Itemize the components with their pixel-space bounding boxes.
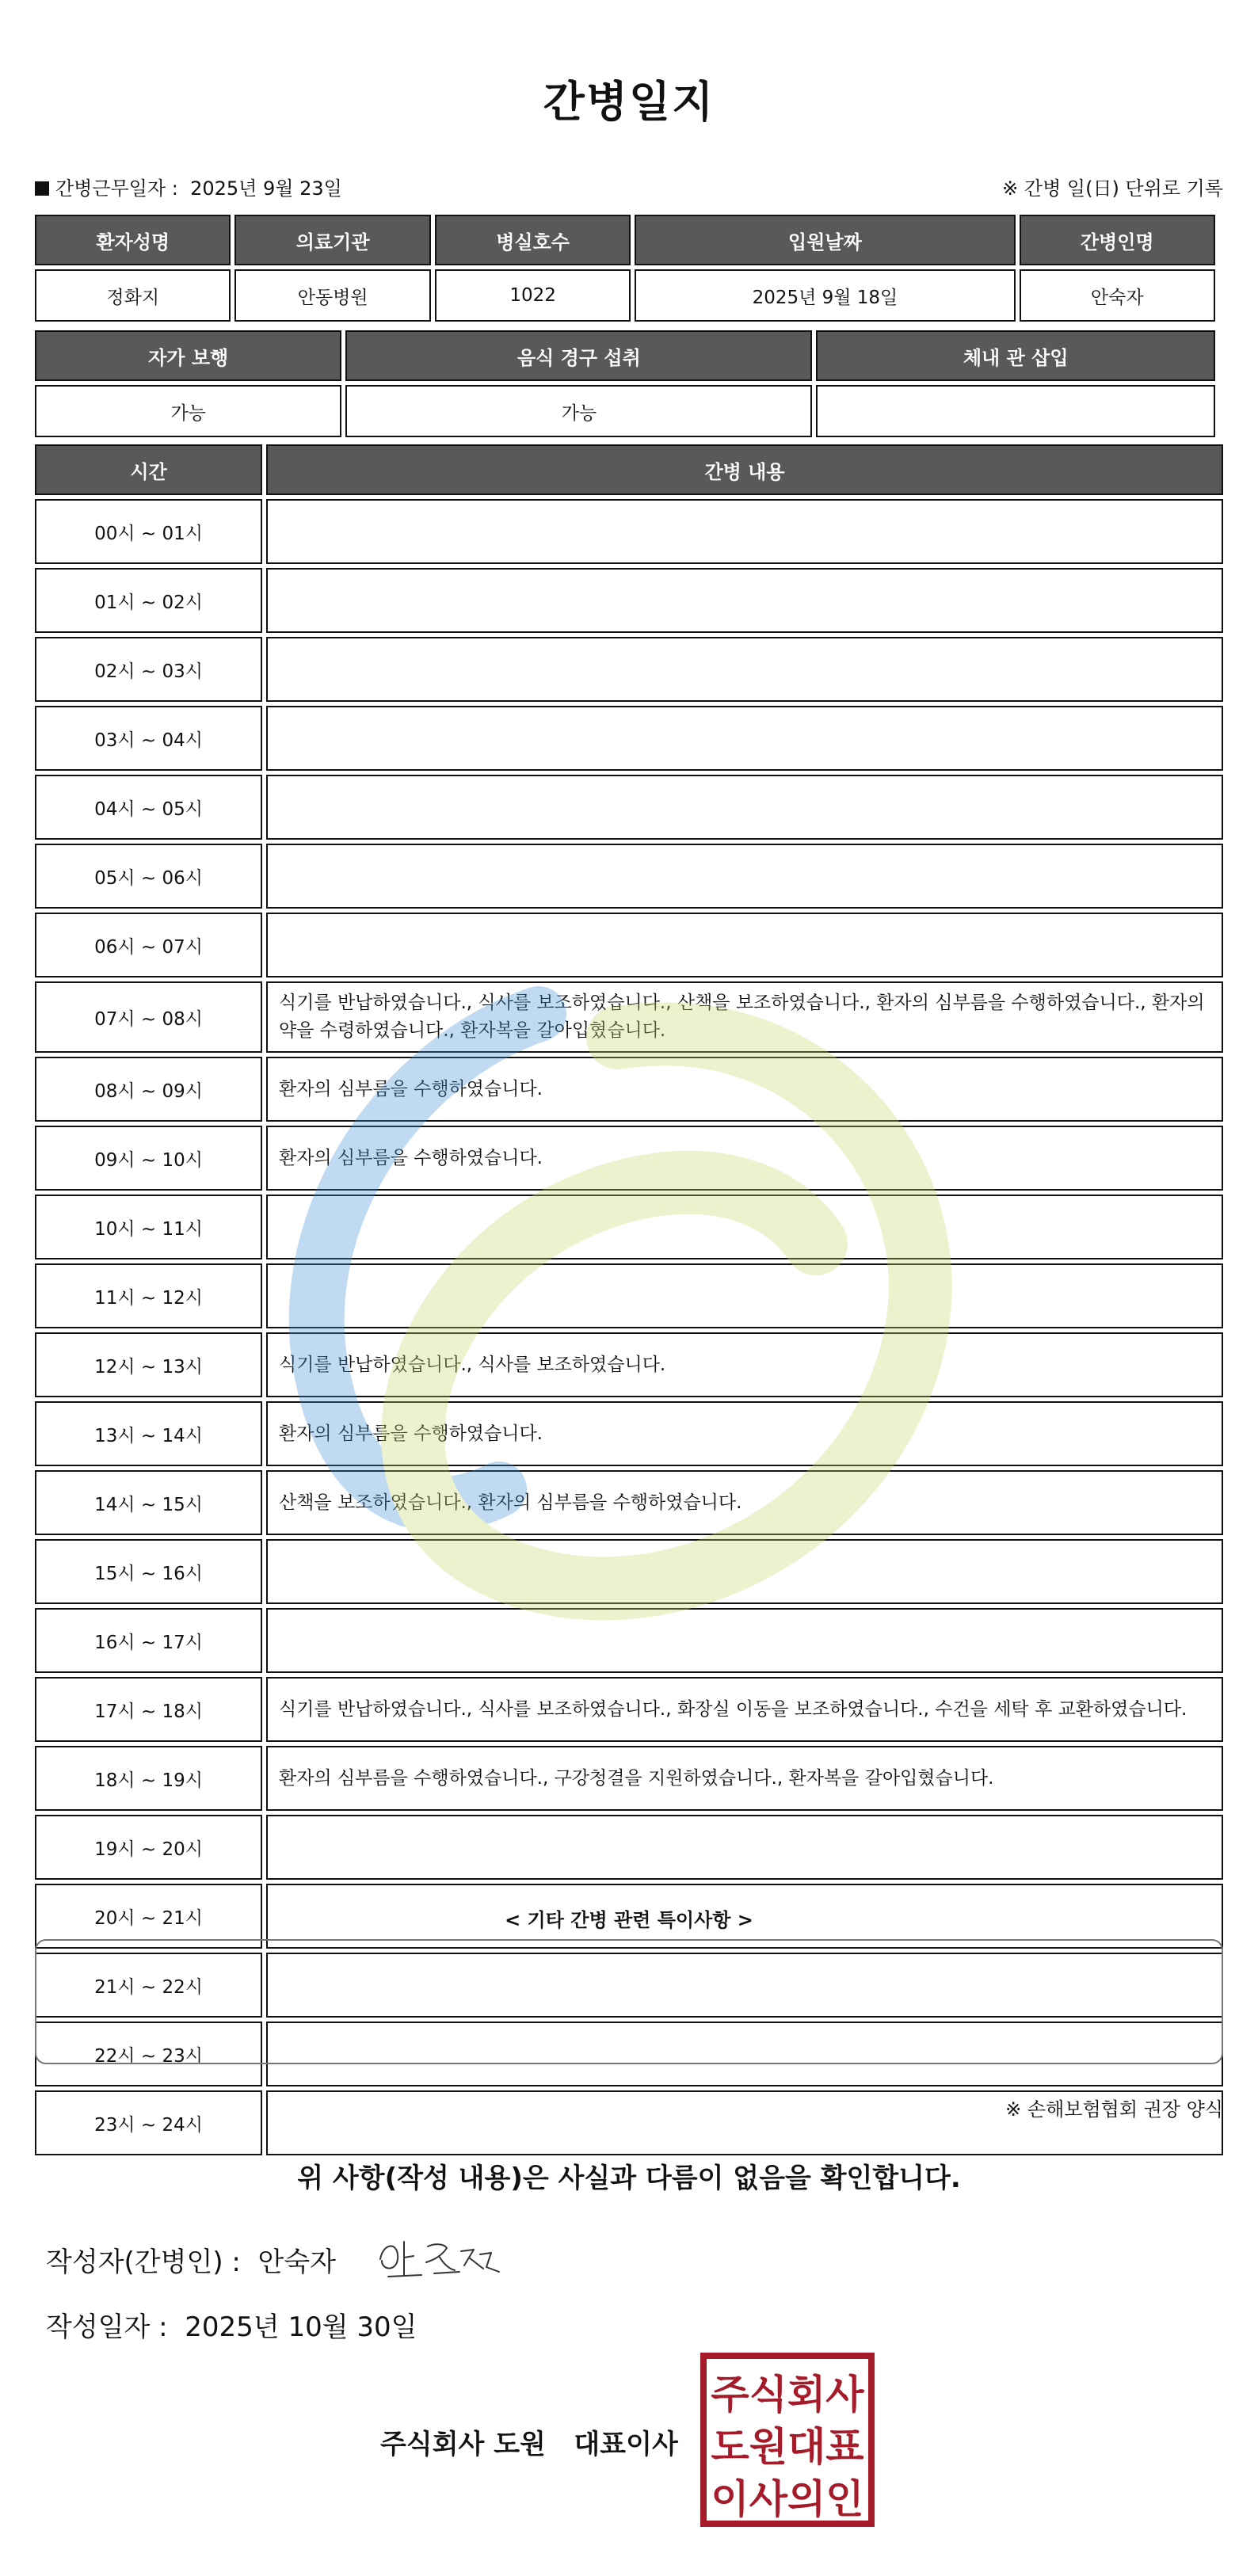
- header-hospital: 의료기관: [234, 215, 430, 265]
- header-caregiver: 간병인명: [1020, 215, 1216, 265]
- time-slot: 12시 ~ 13시: [35, 1332, 262, 1397]
- care-log-table: [31, 440, 1227, 2159]
- company-representative: 주식회사 도원 대표이사: [380, 2429, 678, 2460]
- care-content: [266, 568, 1223, 633]
- table-row: [35, 1677, 1223, 1742]
- care-content: 환자의 심부름을 수행하였습니다.: [266, 1057, 1223, 1122]
- table-row: [35, 844, 1223, 909]
- header-tube-insertion: 체내 관 삽입: [816, 330, 1215, 381]
- time-slot: 22시 ~ 23시: [35, 2022, 262, 2086]
- care-content: 식기를 반납하였습니다., 식사를 보조하였습니다., 산책을 보조하였습니다., 환자의 심부름을 수행하였습니다., 환자의 약을 수령하였습니다., 환자복을 갈아입혔습니다.: [266, 981, 1223, 1053]
- work-date-label: 간병근무일자 :: [55, 177, 178, 200]
- header-self-walking: 자가 보행: [35, 330, 341, 381]
- work-date-line: [35, 173, 342, 200]
- oral-intake-value: 가능: [345, 385, 812, 437]
- time-slot: 03시 ~ 04시: [35, 706, 262, 771]
- time-slot: 13시 ~ 14시: [35, 1401, 262, 1466]
- writer-name: 안숙자: [257, 2246, 337, 2278]
- patient-info-table: [31, 211, 1219, 326]
- table-row: [35, 1815, 1223, 1880]
- square-bullet-icon: [35, 181, 49, 196]
- work-date-value: 2025년 9월 23일: [190, 177, 342, 200]
- care-content: [266, 1815, 1223, 1880]
- care-content: [266, 1263, 1223, 1328]
- written-date-line: [46, 2305, 417, 2344]
- care-content: 환자의 심부름을 수행하였습니다.: [266, 1126, 1223, 1191]
- time-slot: 02시 ~ 03시: [35, 637, 262, 702]
- patient-name: 정화지: [35, 269, 231, 322]
- care-content: 환자의 심부름을 수행하였습니다., 구강청결을 지원하였습니다., 환자복을 갈아입혔습니다.: [266, 1746, 1223, 1811]
- table-row: [35, 1401, 1223, 1466]
- table-row: [35, 1263, 1223, 1328]
- care-content: [266, 1539, 1223, 1604]
- table-row: [35, 1332, 1223, 1397]
- special-notes-box: [35, 1939, 1223, 2064]
- admission-date: 2025년 9월 18일: [635, 269, 1015, 322]
- table-row: [35, 1470, 1223, 1535]
- confirmation-statement: 위 사항(작성 내용)은 사실과 다름이 없음을 확인합니다.: [297, 2163, 961, 2194]
- time-slot: 23시 ~ 24시: [35, 2090, 262, 2155]
- time-slot: 18시 ~ 19시: [35, 1746, 262, 1811]
- time-slot: 20시 ~ 21시: [35, 1884, 262, 1949]
- tube-insertion-value: [816, 385, 1215, 437]
- care-content: [266, 499, 1223, 564]
- time-slot: 15시 ~ 16시: [35, 1539, 262, 1604]
- caregiver-name: 안숙자: [1020, 269, 1216, 322]
- care-content: [266, 1195, 1223, 1259]
- table-row: [35, 1746, 1223, 1811]
- care-content: [266, 637, 1223, 702]
- time-slot: 05시 ~ 06시: [35, 844, 262, 909]
- header-patient-name: 환자성명: [35, 215, 231, 265]
- header-care-content: 간병 내용: [266, 444, 1223, 495]
- svg-text:도원대표: 도원대표: [711, 2424, 864, 2470]
- table-row: [35, 499, 1223, 564]
- time-slot: 06시 ~ 07시: [35, 913, 262, 977]
- time-slot: 19시 ~ 20시: [35, 1815, 262, 1880]
- time-slot: 08시 ~ 09시: [35, 1057, 262, 1122]
- room-number: 1022: [435, 269, 631, 322]
- writer-label: 작성자(간병인) :: [46, 2246, 241, 2278]
- table-row: [35, 568, 1223, 633]
- care-content: [266, 913, 1223, 977]
- care-content: [266, 775, 1223, 840]
- care-content: 산책을 보조하였습니다., 환자의 심부름을 수행하였습니다.: [266, 1470, 1223, 1535]
- table-row: [35, 706, 1223, 771]
- time-slot: 16시 ~ 17시: [35, 1608, 262, 1673]
- table-row: [35, 775, 1223, 840]
- time-slot: 00시 ~ 01시: [35, 499, 262, 564]
- time-slot: 07시 ~ 08시: [35, 981, 262, 1053]
- time-slot: 14시 ~ 15시: [35, 1470, 262, 1535]
- table-row: [35, 1539, 1223, 1604]
- header-oral-intake: 음식 경구 섭취: [345, 330, 812, 381]
- page-title: 간병일지: [543, 77, 715, 127]
- table-row: [35, 1608, 1223, 1673]
- table-row: [35, 913, 1223, 977]
- time-slot: 10시 ~ 11시: [35, 1195, 262, 1259]
- writer-line: [46, 2240, 336, 2279]
- written-date-label: 작성일자 :: [46, 2311, 168, 2343]
- handwritten-signature: [372, 2224, 507, 2288]
- care-content: [266, 1608, 1223, 1673]
- form-source-note: ※ 손해보험협회 권장 양식: [1005, 2098, 1223, 2121]
- patient-status-table: [31, 326, 1219, 441]
- time-slot: 04시 ~ 05시: [35, 775, 262, 840]
- self-walking-value: 가능: [35, 385, 341, 437]
- unit-note: ※ 간병 일(日) 단위로 기록: [1002, 177, 1223, 200]
- time-slot: 21시 ~ 22시: [35, 1953, 262, 2018]
- header-admission-date: 입원날짜: [635, 215, 1015, 265]
- care-content: [266, 844, 1223, 909]
- care-content: 환자의 심부름을 수행하였습니다.: [266, 1401, 1223, 1466]
- time-slot: 17시 ~ 18시: [35, 1677, 262, 1742]
- header-room: 병실호수: [435, 215, 631, 265]
- table-row: [35, 1195, 1223, 1259]
- time-slot: 01시 ~ 02시: [35, 568, 262, 633]
- table-row: [35, 637, 1223, 702]
- table-row: [35, 1126, 1223, 1191]
- care-content: [266, 706, 1223, 771]
- notes-title: < 기타 간병 관련 특이사항 >: [505, 1909, 753, 1931]
- hospital: 안동병원: [234, 269, 430, 322]
- company-seal: [699, 2351, 876, 2528]
- care-content: 식기를 반납하였습니다., 식사를 보조하였습니다., 화장실 이동을 보조하였습니다., 수건을 세탁 후 교환하였습니다.: [266, 1677, 1223, 1742]
- time-slot: 09시 ~ 10시: [35, 1126, 262, 1191]
- svg-text:주식회사: 주식회사: [711, 2372, 864, 2418]
- svg-text:이사의인: 이사의인: [711, 2476, 864, 2522]
- care-content: 식기를 반납하였습니다., 식사를 보조하였습니다.: [266, 1332, 1223, 1397]
- table-row: [35, 1057, 1223, 1122]
- header-time: 시간: [35, 444, 262, 495]
- time-slot: 11시 ~ 12시: [35, 1263, 262, 1328]
- written-date-value: 2025년 10월 30일: [185, 2311, 417, 2343]
- table-row: [35, 981, 1223, 1053]
